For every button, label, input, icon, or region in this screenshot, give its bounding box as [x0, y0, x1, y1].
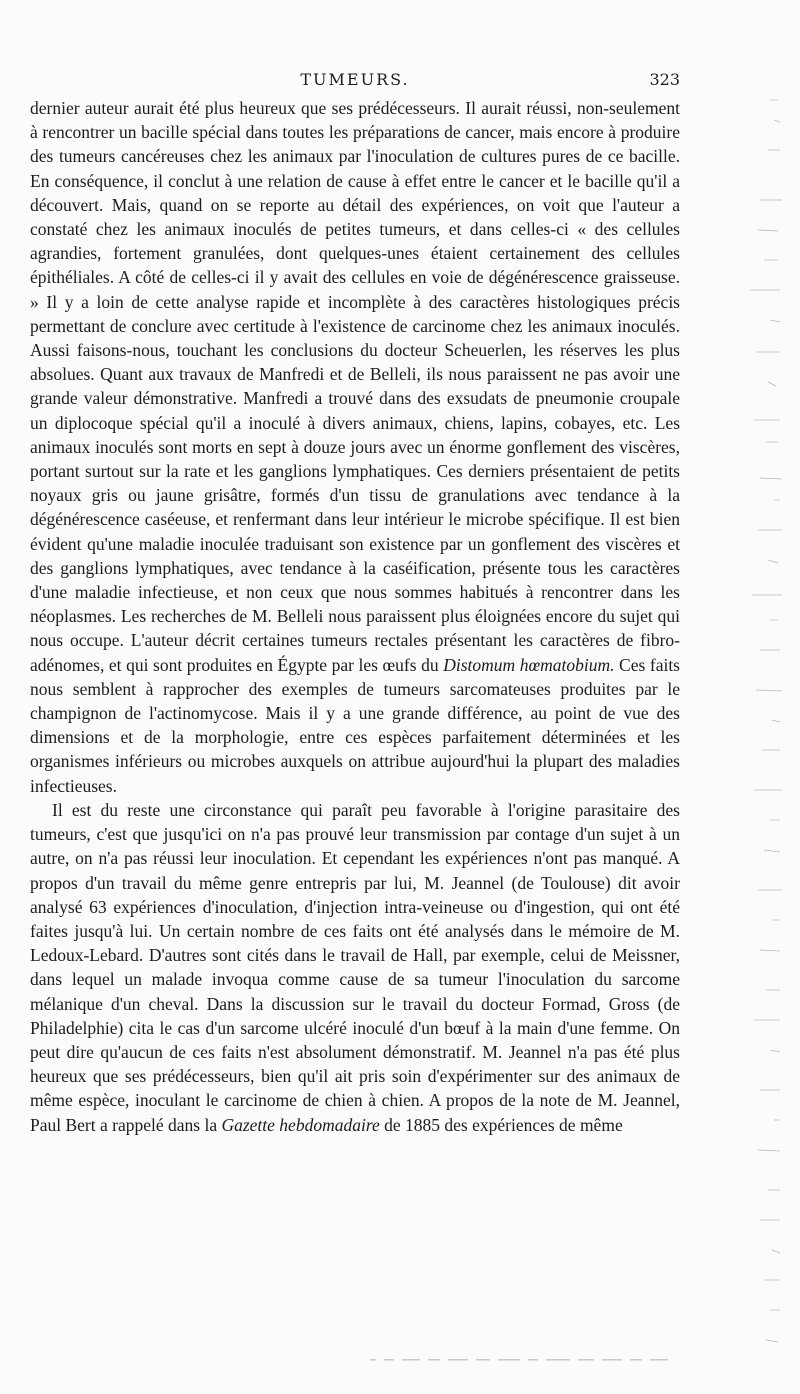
text-run: Il est du reste une circonstance qui paraît peu favorable à l'origine parasitaire des tumeurs, c'est que jusqu'ici on n'a pas prouvé leur transmission par contage d'un sujet à un autre, on n'a pas réussi leur inoculation. Et cependant les expériences n'ont pas manqué. A propos d'un travail du même genre entrepris par lui, M. Jeannel (de Toulouse) dit avoir analysé 63 expériences d'inoculation, d'injection intra-veineuse ou d'ingestion, qui ont été faites jusqu'à lui. Un certain nombre de ces faits ont été analysés dans le mémoire de M. Ledoux-Lebard. D'autres sont cités dans le travail de Hall, par exemple, celui de Meissner, dans lequel un malade invoqua comme cause de sa tumeur l'inoculation du sarcome mélanique d'un cheval. Dans la discussion sur le travail du docteur Formad, Gross (de Philadelphie) cita le cas d'un sarcome ulcéré inoculé d'un bœuf à la main d'une femme. On peut dire qu'aucun de ces faits n'est absolument démonstratif. M. Jeannel n'a pas été plus heureux que ses prédécesseurs, bien qu'il ait pris soin d'expérimenter sur des animaux de même espèce, inoculant le carcinome de chien à chien. A propos de la note de M. Jeannel, Paul Bert a rappelé dans la — [30, 799, 680, 1135]
page-header — [30, 70, 680, 96]
page-number: 323 — [649, 70, 680, 89]
running-title: TUMEURS. — [300, 70, 410, 89]
paragraph — [30, 96, 680, 798]
text-run: de 1885 des expériences de même — [379, 1114, 623, 1135]
paragraph — [30, 798, 680, 1137]
text-run: dernier auteur aurait été plus heureux que ses prédécesseurs. Il aurait réussi, non-seulement à rencontrer un bacille spécial dans toutes les préparations de cancer, mais encore à produire des tumeurs cancéreuses chez les animaux par l'inoculation de cultures pures de ce bacille. En conséquence, il conclut à une relation de cause à effet entre le cancer et le bacille qu'il a découvert. Mais, quand on se reporte au détail des expériences, on voit que l'auteur a constaté chez les animaux inoculés de petites tumeurs, et dans celles-ci « des cellules agrandies, fortement granulées, dont quelques-unes étaient certainement des cellules épithéliales. A côté de celles-ci il y avait des cellules en voie de dégénérescence graisseuse. » Il y a loin de cette analyse rapide et incomplète à des caractères histologiques précis permettant de conclure avec certitude à l'existence de carcinome chez les animaux inoculés. Aussi faisons-nous, touchant les conclusions du docteur Scheuerlen, les réserves les plus absolues. Quant aux travaux de Manfredi et de Belleli, ils nous paraissent ne pas avoir une grande valeur démonstrative. Manfredi a trouvé dans des exsudats de pneumonie croupale un diplocoque spécial qu'il a inoculé à divers animaux, chiens, lapins, cobayes, etc. Les animaux inoculés sont morts en sept à douze jours avec un énorme gonflement des viscères, portant surtout sur la rate et les ganglions lymphatiques. Ces derniers présentaient de petits noyaux gris ou jaune grisâtre, formés d'un tissu de granulations avec tendance à la dégénérescence caséeuse, et renfermant dans leur intérieur le microbe spécifique. Il est bien évident qu'une maladie inoculée traduisant son existence par un gonflement des viscères et des ganglions lymphatiques, avec tendance à la caséification, présente tous les caractères d'une maladie infectieuse, et non ceux que nous sommes habitués à rencontrer dans les néoplasmes. Les recherches de M. Belleli nous paraissent plus éloignées encore du sujet qui nous occupe. L'auteur décrit certaines tumeurs rectales présentant les caractères de fibro-adénomes, et qui sont produites en Égypte par les œufs du — [30, 98, 680, 675]
show-through-bottom-marks — [370, 1355, 680, 1365]
body-text — [30, 96, 680, 1137]
text-run: Ces faits nous semblent à rapprocher des exemples de tumeurs sarcomateuses produites par le champignon de l'actinomycose. Mais il y a une grande différence, au point de vue des dimensions et de la morphologie, entre ces espèces parfaitement déterminées et les organismes inférieurs ou microbes auxquels on attribue aujourd'hui la plupart des maladies infectieuses. — [30, 654, 680, 796]
italic-text-run: Gazette hebdomadaire — [221, 1114, 380, 1135]
show-through-margin-marks — [730, 90, 790, 1390]
italic-text-run: Distomum hœmatobium. — [443, 654, 615, 675]
